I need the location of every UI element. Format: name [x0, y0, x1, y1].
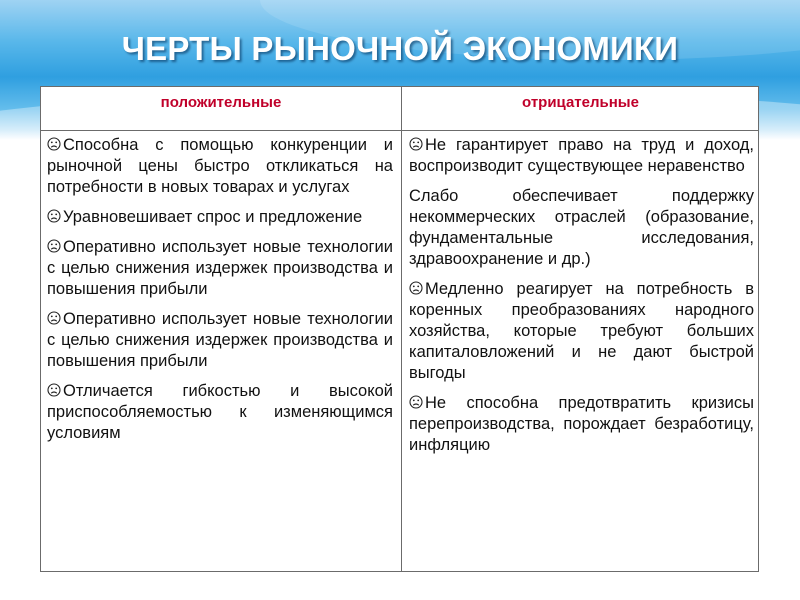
negative-feature-item — [409, 135, 754, 177]
negative-feature-item — [409, 186, 754, 270]
negative-column-header: отрицательные — [522, 94, 639, 111]
sad-face-icon — [47, 310, 61, 324]
sad-face-icon — [47, 136, 61, 150]
negative-feature-text: Не гарантирует право на труд и доход, воспроизводит существующее неравенство — [409, 136, 754, 175]
column-divider — [401, 87, 402, 571]
negative-feature-item — [409, 393, 754, 456]
positive-feature-item — [47, 135, 393, 198]
positive-feature-item — [47, 237, 393, 300]
positive-features-column — [47, 135, 393, 453]
positive-feature-item — [47, 381, 393, 444]
positive-feature-text: Уравновешивает спрос и предложение — [63, 208, 363, 226]
positive-feature-text: Оперативно использует новые технологии с целью снижения издержек производства и повышения прибыли — [47, 238, 393, 298]
positive-feature-text: Отличается гибкостью и высокой приспособляемостью к изменяющимся условиям — [47, 382, 393, 442]
negative-feature-item — [409, 279, 754, 384]
page-title: ЧЕРТЫ РЫНОЧНОЙ ЭКОНОМИКИ — [121, 30, 679, 67]
negative-feature-text: Медленно реагирует на потребность в коренных преобразованиях народного хозяйства, которые требуют больших капиталовложений и не дают быстрой выгоды — [409, 280, 754, 382]
positive-feature-item — [47, 309, 393, 372]
positive-feature-text: Оперативно использует новые технологии с целью снижения издержек производства и повышения прибыли — [47, 310, 393, 370]
sad-face-icon — [47, 208, 61, 222]
comparison-table — [40, 86, 759, 572]
positive-feature-text: Способна с помощью конкуренции и рыночной цены быстро откликаться на потребности в новых товарах и услугах — [47, 136, 393, 196]
sad-face-icon — [409, 394, 423, 408]
negative-feature-text: Не способна предотвратить кризисы перепроизводства, порождает безработицу, инфляцию — [409, 394, 754, 454]
positive-column-header: положительные — [160, 94, 282, 111]
table-header-row — [41, 87, 758, 131]
negative-features-column — [409, 135, 754, 465]
sad-face-icon — [409, 136, 423, 150]
sad-face-icon — [409, 280, 423, 294]
sad-face-icon — [47, 382, 61, 396]
sad-face-icon — [47, 238, 61, 252]
negative-feature-text: Слабо обеспечивает поддержку некоммерческих отраслей (образование, фундаментальные исследования, здравоохранение и др.) — [409, 187, 754, 268]
positive-feature-item — [47, 207, 393, 228]
